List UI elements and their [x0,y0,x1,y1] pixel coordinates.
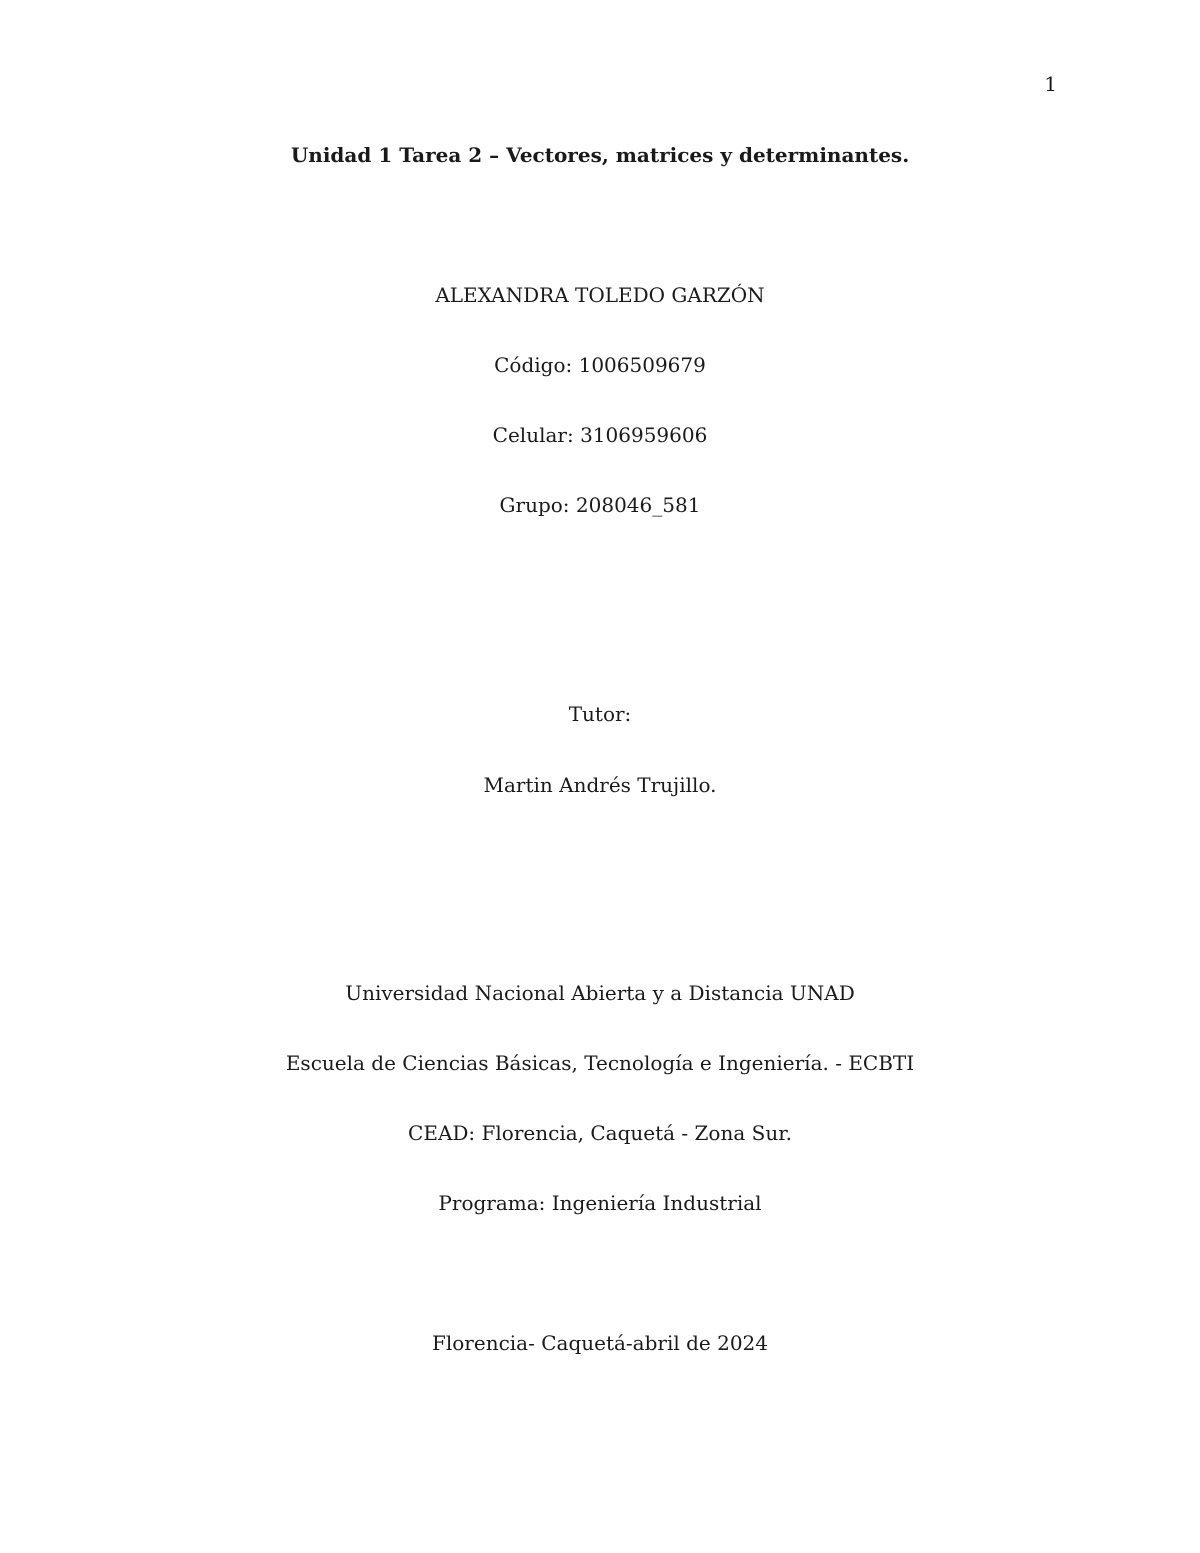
group-number: Grupo: 208046_581 [499,493,701,517]
phone-number: Celular: 3106959606 [492,423,708,447]
cead-location: CEAD: Florencia, Caquetá - Zona Sur. [408,1121,792,1145]
school-name: Escuela de Ciencias Básicas, Tecnología e Ingeniería. - ECBTI [285,1051,915,1075]
tutor-name: Martin Andrés Trujillo. [483,773,717,797]
program-name: Programa: Ingeniería Industrial [438,1191,762,1215]
author-name: ALEXANDRA TOLEDO GARZÓN [435,283,765,307]
page-number: 1 [1044,72,1057,96]
place-and-date: Florencia- Caquetá-abril de 2024 [431,1331,769,1355]
university-name: Universidad Nacional Abierta y a Distancia UNAD [345,981,855,1005]
student-code: Código: 1006509679 [494,353,706,377]
document-title: Unidad 1 Tarea 2 – Vectores, matrices y determinantes. [290,143,910,167]
tutor-label: Tutor: [568,702,632,726]
